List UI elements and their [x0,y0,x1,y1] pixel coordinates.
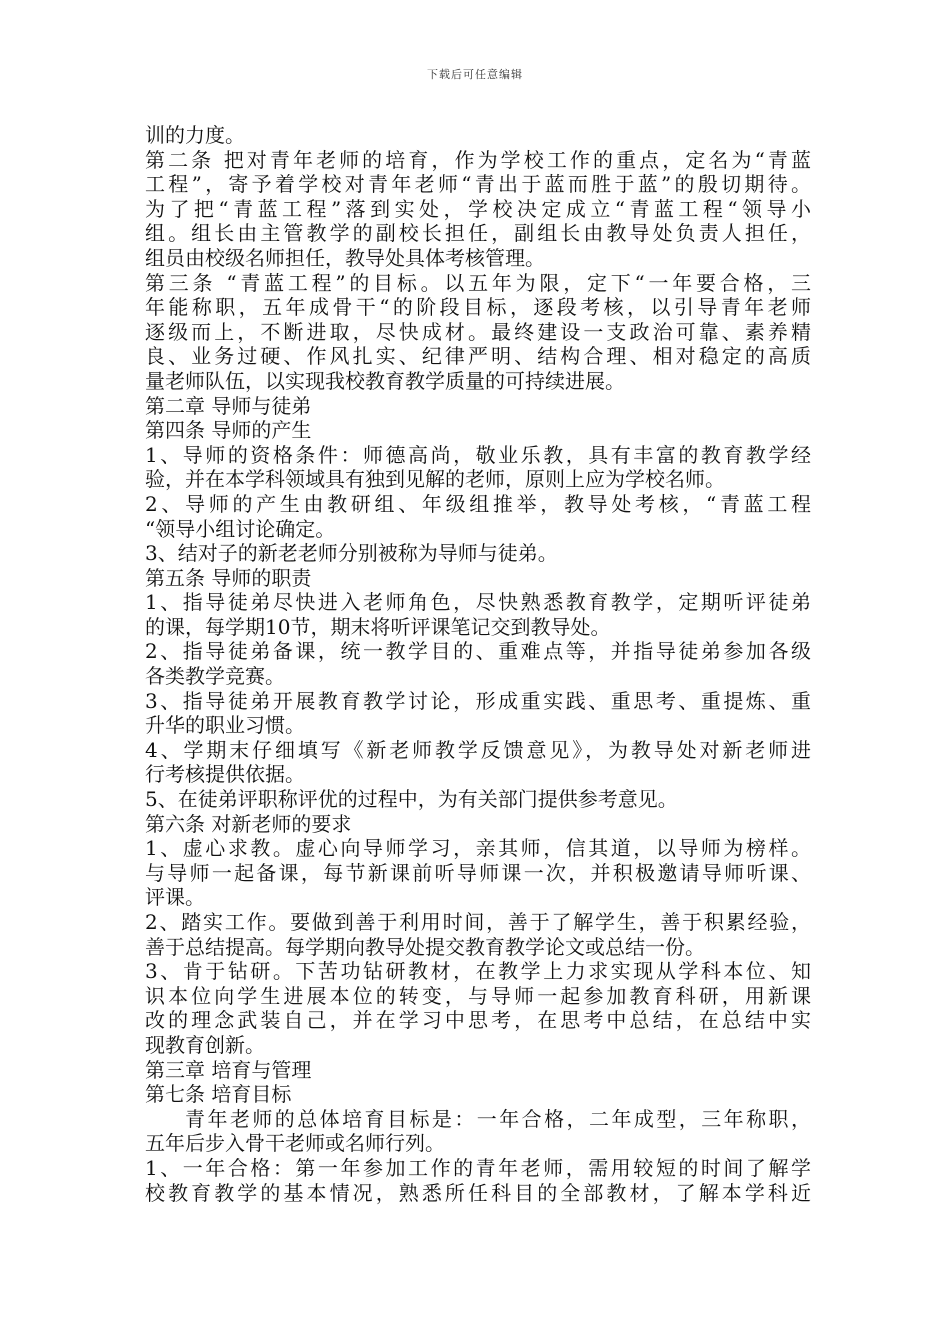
text-line: 第七条 培育目标 [145,1082,292,1107]
text-line: “领导小组讨论确定。 [145,516,336,541]
text-line: 识本位向学生进展本位的转变，与导师一起参加教育科研，用新课 [145,983,811,1008]
document-body [145,123,811,1205]
text-line: 第三章 培育与管理 [145,1057,312,1082]
text-line: 第二章 导师与徒弟 [145,393,312,418]
text-line: 组员由校级名师担任，教导处具体考核管理。 [145,245,545,270]
text-line: 2、导师的产生由教研组、年级组推举，教导处考核，“青蓝工程 [145,491,811,516]
text-line: 年能称职，五年成骨干“的阶段目标，逐段考核，以引导青年老师 [145,295,811,320]
text-line: 第四条 导师的产生 [145,418,312,443]
text-line: 工程”，寄予着学校对青年老师“青出于蓝而胜于蓝”的殷切期待。 [145,172,811,197]
text-line: 3、结对子的新老老师分别被称为导师与徒弟。 [145,541,558,566]
text-line: 善于总结提高。每学期向教导处提交教育教学论文或总结一份。 [145,934,705,959]
text-line: 组。组长由主管教学的副校长担任，副组长由教导处负责人担任， [145,221,811,246]
text-line: 升华的职业习惯。 [145,713,305,738]
text-line: 青年老师的总体培育目标是：一年合格，二年成型，三年称职， [185,1106,811,1131]
text-line: 行考核提供依据。 [145,762,305,787]
text-line: 改的理念武装自己，并在学习中思考，在思考中总结，在总结中实 [145,1008,811,1033]
text-line: 3、肯于钻研。下苦功钻研教材，在教学上力求实现从学科本位、知 [145,959,811,984]
text-line: 第二条 把对青年老师的培育，作为学校工作的重点，定名为“青蓝 [145,147,811,172]
text-line: 1、导师的资格条件：师德高尚，敬业乐教，具有丰富的教育教学经 [145,442,811,467]
text-line: 各类教学竞赛。 [145,664,285,689]
text-line: 5、在徒弟评职称评优的过程中，为有关部门提供参考意见。 [145,787,678,812]
text-line: 1、虚心求教。虚心向导师学习，亲其师，信其道，以导师为榜样。 [145,836,811,861]
text-line: 1、一年合格：第一年参加工作的青年老师，需用较短的时间了解学 [145,1155,811,1180]
page-header: 下载后可任意编辑 [427,68,523,81]
text-line: 的课，每学期10节，期末将听评课笔记交到教导处。 [145,614,611,639]
text-line: 与导师一起备课，每节新课前听导师课一次，并积极邀请导师听课、 [145,860,811,885]
text-line: 验，并在本学科领域具有独到见解的老师，原则上应为学校名师。 [145,467,725,492]
text-line: 第五条 导师的职责 [145,565,312,590]
text-line: 逐级而上，不断进取，尽快成材。最终建设一支政治可靠、素养精 [145,319,811,344]
text-line: 评课。 [145,885,205,910]
text-line: 量老师队伍，以实现我校教育教学质量的可持续进展。 [145,368,625,393]
text-line: 第三条 “青蓝工程”的目标。以五年为限，定下“一年要合格，三 [145,270,811,295]
text-line: 训的力度。 [145,123,245,147]
text-line: 第六条 对新老师的要求 [145,811,352,836]
text-line: 2、指导徒弟备课，统一教学目的、重难点等，并指导徒弟参加各级 [145,639,811,664]
text-line: 1、指导徒弟尽快进入老师角色，尽快熟悉教育教学，定期听评徒弟 [145,590,811,615]
text-line: 良、业务过硬、作风扎实、纪律严明、结构合理、相对稳定的高质 [145,344,811,369]
text-line: 3、指导徒弟开展教育教学讨论，形成重实践、重思考、重提炼、重 [145,688,811,713]
text-line: 4、学期末仔细填写《新老师教学反馈意见》，为教导处对新老师进 [145,737,811,762]
text-line: 现教育创新。 [145,1032,265,1057]
text-line: 为了把“青蓝工程”落到实处，学校决定成立“青蓝工程“领导小 [145,196,811,221]
text-line: 五年后步入骨干老师或名师行列。 [145,1131,445,1156]
text-line: 校教育教学的基本情况，熟悉所任科目的全部教材，了解本学科近 [145,1180,811,1205]
text-line: 2、踏实工作。要做到善于利用时间，善于了解学生，善于积累经验， [145,910,811,934]
